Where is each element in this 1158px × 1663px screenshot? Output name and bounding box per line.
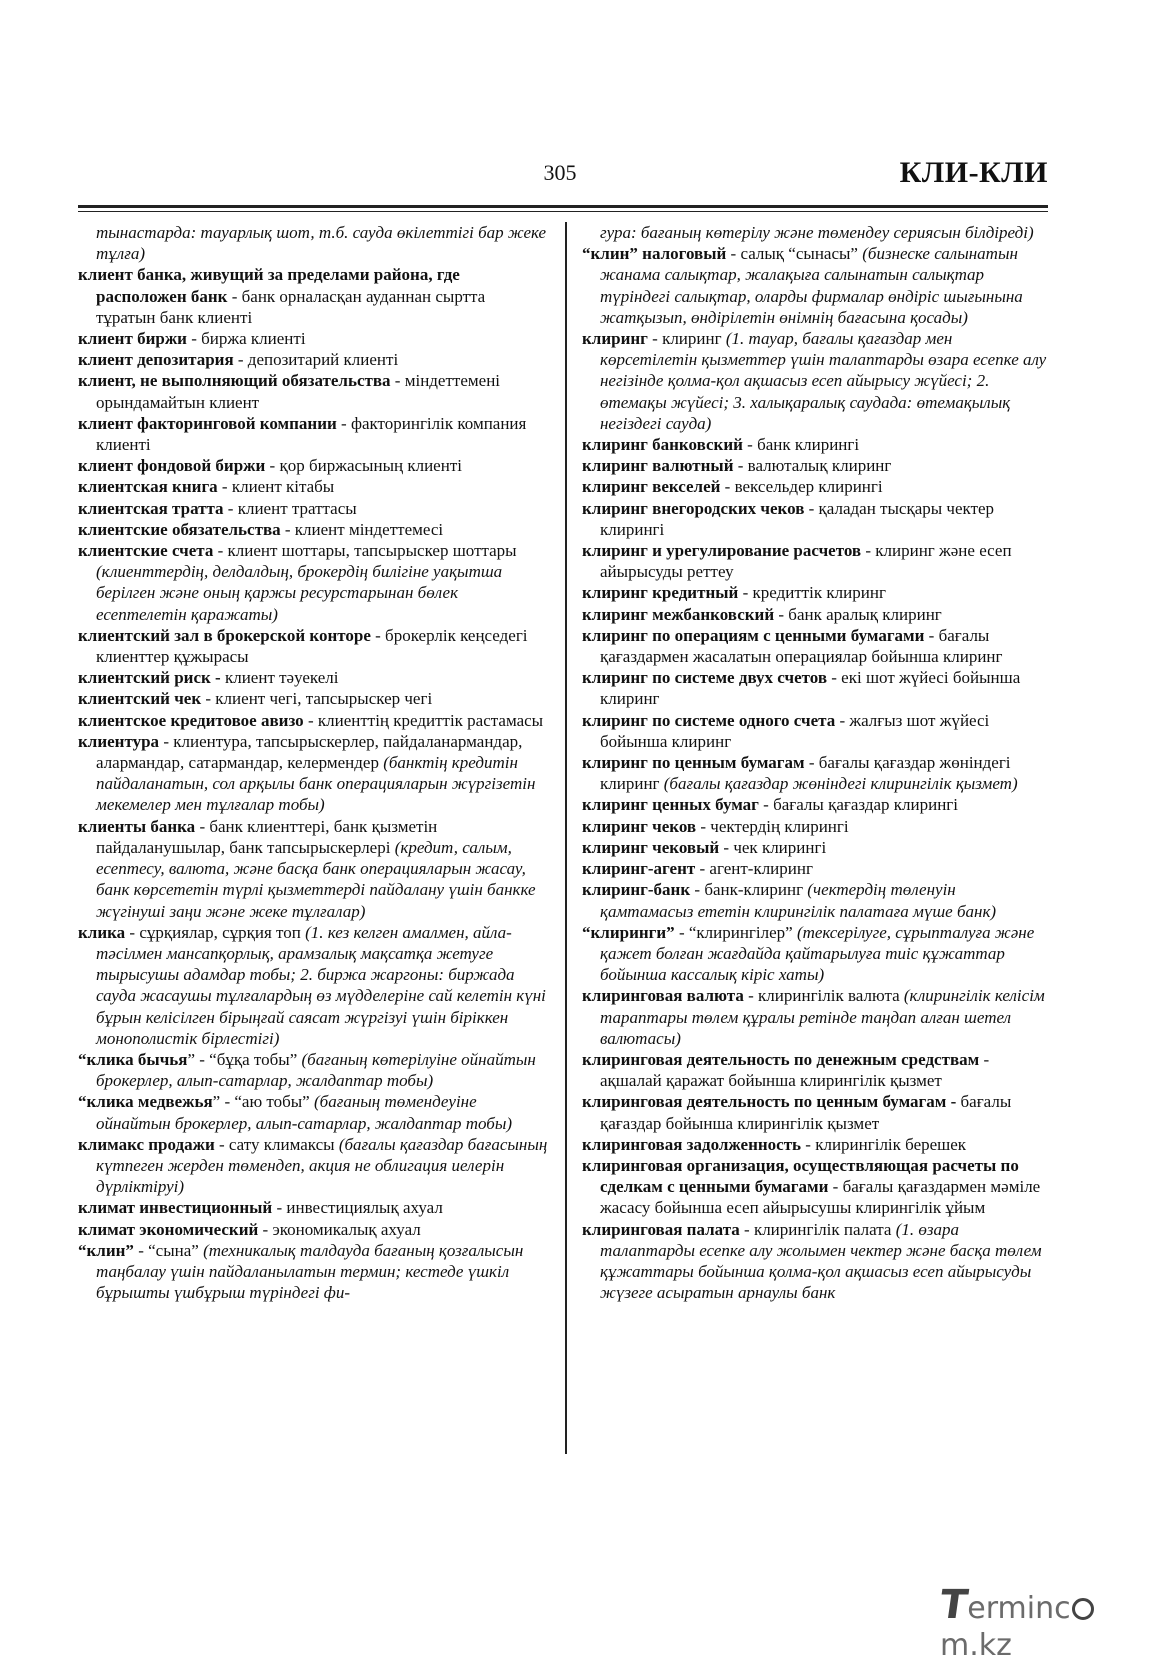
entry-headword: клиентский зал в брокерской конторе bbox=[78, 625, 371, 645]
dictionary-entry bbox=[582, 794, 1048, 815]
entry-translation: - бағалы қағаздармен жасалатын операциялар бойынша клиринг bbox=[600, 625, 1003, 667]
entry-note: (тексерілуге, сұрыпталуға және қажет болған жағдайда қайтарылуға тиіс құжаттар бойынша кассалық кіріс хаты) bbox=[600, 922, 1035, 985]
dictionary-entry bbox=[78, 1091, 548, 1133]
entry-headword: клиринг кредитный bbox=[582, 583, 739, 603]
entry-translation: - клиринг және есеп айырысуды реттеу bbox=[600, 541, 1012, 582]
dictionary-entry bbox=[78, 455, 548, 476]
dictionary-entry bbox=[582, 434, 1048, 455]
dictionary-entry bbox=[78, 498, 548, 519]
entry-headword: климат инвестиционный bbox=[78, 1198, 273, 1218]
entry-headword: клиентура bbox=[78, 731, 160, 751]
dictionary-entry bbox=[582, 498, 1048, 540]
entry-headword: “клика бычья bbox=[78, 1049, 188, 1069]
dictionary-entry bbox=[582, 710, 1048, 752]
entry-translation: - клиенттің кредиттік растамасы bbox=[303, 710, 544, 730]
entry-headword: “клин” bbox=[78, 1240, 134, 1260]
entry-translation: - “сына” bbox=[133, 1240, 204, 1260]
entry-translation: - банк клиенттері, банк қызметін пайдаланушылар, банк тапсырыскерлері bbox=[96, 816, 438, 857]
dictionary-entry bbox=[78, 1197, 548, 1218]
dictionary-entry bbox=[78, 370, 548, 412]
entry-headword: клиринговая деятельность по денежным средствам bbox=[582, 1049, 980, 1069]
dictionary-entry bbox=[582, 816, 1048, 837]
dictionary-entry bbox=[78, 349, 548, 370]
entry-note: (1. өзара талаптарды есепке алу жолымен чектер және басқа төлем құжаттары бойынша қолма-қол ақшасыз есеп айырысуды жүзеге асыратын арнаулы банк bbox=[600, 1219, 1042, 1303]
dictionary-entry bbox=[78, 264, 548, 328]
header-rule-thick bbox=[78, 205, 1048, 208]
entry-translation: - екі шот жүйесі бойынша клиринг bbox=[600, 668, 1021, 709]
entry-headword: климат экономический bbox=[78, 1219, 259, 1239]
entry-headword: “клика медвежья bbox=[78, 1092, 213, 1112]
entry-translation: - ақшалай қаражат бойынша клирингілік қызмет bbox=[600, 1049, 990, 1091]
entry-note: (бағалы қағаздар бағасының күтпеген жерден төмендеп, акция не облигация иелерін дүрліктіруі) bbox=[96, 1134, 548, 1197]
entry-translation: - бағалы қағаздар жөніндегі клиринг bbox=[600, 753, 1011, 794]
entry-headword: клиринговая палата bbox=[582, 1219, 740, 1239]
entry-headword: клиринг bbox=[582, 329, 648, 349]
dictionary-entry bbox=[78, 540, 548, 625]
entry-translation: клиент тәуекелі bbox=[220, 668, 339, 688]
dictionary-entry bbox=[582, 540, 1048, 582]
entry-translation: - клиент міндеттемесі bbox=[280, 519, 444, 539]
entry-headword: клиентское кредитовое авизо bbox=[78, 710, 304, 730]
entry-headword: клиринг по операциям с ценными бумагами bbox=[582, 625, 925, 645]
entry-translation: - жалғыз шот жүйесі бойынша клиринг bbox=[600, 710, 990, 751]
entry-note: (бағаның көтерілуіне ойнайтын брокерлер, алып-сатарлар, жалдаптар тобы) bbox=[96, 1049, 536, 1091]
entry-headword: клиент фондовой биржи bbox=[78, 456, 266, 476]
entry-headword: клиринг по ценным бумагам bbox=[582, 753, 805, 773]
entry-note: (1. кез келген амалмен, айла-тәсілмен мансапқорлық, арамзалық мақсатқа жетуге тырысушы адамдар тобы; 2. биржа жаргоны: биржада сауда жасаушы тұлғалардың өз мүдделеріне сай келетін күні бұрын келісілген бірыңғай саясат жүргізуі үшін біріккен монополистік бірлестігі) bbox=[96, 922, 546, 1048]
entry-translation: - клиринг bbox=[647, 329, 726, 349]
entry-note: (бағалы қағаздар жөніндегі клирингілік қызмет) bbox=[663, 774, 1018, 794]
entry-headword: клиент депозитария bbox=[78, 350, 234, 370]
entry-headword: клиент биржи bbox=[78, 329, 187, 349]
watermark-end: m.kz bbox=[940, 1628, 1012, 1663]
dictionary-entry bbox=[78, 1240, 548, 1304]
entry-translation: - клиентура, тапсырыскерлер, пайдаланармандар, алармандар, сатармандар, келермендер bbox=[96, 731, 523, 773]
entry-note: (чектердің төленуін қамтамасыз ететін клирингілік палатаға мүше банк) bbox=[600, 880, 997, 921]
entry-translation: - клирингілік берешек bbox=[801, 1134, 967, 1154]
entry-headword: клиринговая деятельность по ценным бумагам - bbox=[582, 1092, 957, 1112]
left-column bbox=[78, 222, 548, 1303]
dictionary-entry bbox=[582, 858, 1048, 879]
entry-headword: клиринг межбанковский bbox=[582, 604, 775, 624]
watermark-initial: T bbox=[936, 1582, 971, 1628]
entry-headword: клиент банка, живущий за пределами района, где расположен банк bbox=[78, 265, 460, 306]
dictionary-entry bbox=[78, 1134, 548, 1198]
entry-translation: - банк аралық клиринг bbox=[774, 604, 942, 624]
entry-headword: клиент, не выполняющий обязательства bbox=[78, 371, 391, 391]
header-rule-thin bbox=[78, 211, 1048, 212]
entry-headword: клиринговая задолженность bbox=[582, 1134, 802, 1154]
entry-translation: - банк клирингі bbox=[742, 435, 860, 455]
dictionary-entry bbox=[78, 688, 548, 709]
dictionary-entry bbox=[78, 476, 548, 497]
dictionary-entry bbox=[78, 519, 548, 540]
entry-translation: - міндеттемені орындамайтын клиент bbox=[96, 371, 501, 412]
entry-translation: - биржа клиенті bbox=[186, 329, 306, 349]
entry-headword: клиринг ценных бумаг bbox=[582, 795, 759, 815]
entry-translation: бағалы қағаздар бойынша клирингілік қызмет bbox=[600, 1092, 1012, 1133]
column-divider bbox=[565, 222, 567, 1454]
entry-headword: клиентская тратта bbox=[78, 498, 224, 518]
dictionary-entry bbox=[582, 604, 1048, 625]
entry-translation: - банк орналасқан ауданнан сыртта тұратын банк клиенті bbox=[96, 286, 486, 327]
entry-headword: клиринговая организация, осуществляющая расчеты по сделкам с ценными бумагами bbox=[582, 1155, 1019, 1197]
dictionary-entry bbox=[78, 710, 548, 731]
dictionary-entry bbox=[582, 1134, 1048, 1155]
entry-translation: - сату климаксы bbox=[214, 1134, 339, 1154]
entry-translation: - банк-клиринг bbox=[690, 880, 808, 900]
dictionary-entry bbox=[582, 1049, 1048, 1091]
entry-translation: - “клирингілер” bbox=[674, 922, 797, 942]
entry-translation: - клиент кітабы bbox=[217, 477, 335, 497]
entry-note: (банктің кредитін пайдаланатын, сол арқылы банк операцияларын жүргізетін мекемелер мен тұлғалар тобы) bbox=[96, 753, 536, 815]
entry-translation: - экономикалық ахуал bbox=[258, 1219, 421, 1239]
entry-translation: - чектердің клирингі bbox=[696, 816, 849, 836]
entry-translation: - клиент траттасы bbox=[223, 498, 357, 518]
page-number: 305 bbox=[543, 160, 577, 185]
entry-note: (клиенттердің, делдалдың, брокердің билігіне уақытша берілген және оның қаржы ресурстарынан бөлек есептелетін қаражаты) bbox=[96, 562, 503, 624]
dictionary-entry bbox=[78, 222, 548, 264]
dictionary-entry bbox=[78, 413, 548, 455]
entry-translation: - бағалы қағаздар клирингі bbox=[758, 795, 958, 815]
entry-note: (1. тауар, бағалы қағаздар мен көрсетілетін қызметтер үшін талаптарды өзара есепке алу негізінде қолма-қол ақшасыз есеп айырысу жүйесі; 2. өтемақы жүйесі; 3. халықаралық саудада: өтемақылық негіздегі сауда) bbox=[600, 329, 1047, 433]
entry-headword: клиринг векселей bbox=[582, 477, 721, 497]
entry-headword: клиентский чек bbox=[78, 689, 202, 709]
entry-translation: ” - “бұқа тобы” bbox=[187, 1049, 302, 1069]
entry-headword: клиентские обязательства bbox=[78, 519, 281, 539]
dictionary-entry bbox=[78, 816, 548, 922]
entry-headword: клиенты банка bbox=[78, 816, 196, 836]
dictionary-entry bbox=[582, 879, 1048, 921]
entry-note: тынастарда: тауарлық шот, т.б. сауда өкілеттігі бар жеке тұлға) bbox=[96, 223, 547, 264]
dictionary-entry bbox=[582, 222, 1048, 243]
entry-headword: клиентский риск - bbox=[78, 668, 221, 688]
dictionary-entry bbox=[582, 667, 1048, 709]
entry-headword: клиринг чековый bbox=[582, 837, 720, 857]
entry-headword: клиринг-банк bbox=[582, 880, 691, 900]
entry-headword: клиринг по системе одного счета bbox=[582, 710, 836, 730]
entry-headword: клиринг банковский bbox=[582, 435, 743, 455]
entry-headword: “клиринги” bbox=[582, 922, 675, 942]
entry-note: (кредит, салым, есептесу, валюта, және басқа банк операцияларын жасау, банк көрсететін түрлі қызметтерді пайдалану үшін банкке жүгінуші заңи және жеке тұлғалар) bbox=[96, 837, 536, 921]
watermark-middle: ermin bbox=[967, 1591, 1055, 1626]
watermark-logo bbox=[936, 1582, 1140, 1663]
dictionary-entry bbox=[582, 1155, 1048, 1219]
entry-translation: - салық “сынасы” bbox=[726, 244, 863, 264]
entry-headword: клиринг по системе двух счетов bbox=[582, 668, 828, 688]
entry-translation: - агент-клиринг bbox=[695, 859, 813, 879]
entry-translation: - сұрқиялар, сұрқия топ bbox=[125, 922, 306, 942]
watermark-c: c bbox=[1054, 1591, 1071, 1626]
entry-headword: клиринг-агент bbox=[582, 859, 696, 879]
entry-translation: - валюталық клиринг bbox=[733, 456, 892, 476]
running-head: КЛИ-КЛИ bbox=[899, 156, 1048, 189]
dictionary-entry bbox=[582, 476, 1048, 497]
dictionary-entry bbox=[582, 625, 1048, 667]
entry-headword: клиент факторинговой компании bbox=[78, 413, 337, 433]
entry-translation: ” - “аю тобы” bbox=[212, 1092, 314, 1112]
entry-note: (бизнеске салынатын жанама салықтар, жалақыға салынатын салықтар түріндегі салықтар, оларды фирмалар өндіріс шығынына жатқызып, өндірілетін өнімнің бағасына қосады) bbox=[600, 244, 1023, 327]
entry-translation: - брокерлік кеңседегі клиенттер құжырасы bbox=[96, 625, 528, 667]
entry-headword: клиринг валютный bbox=[582, 456, 734, 476]
entry-translation: - клиент чегі, тапсырыскер чегі bbox=[201, 689, 433, 709]
dictionary-entry bbox=[582, 582, 1048, 603]
entry-headword: клиринговая валюта bbox=[582, 986, 744, 1006]
entry-note: (техникалық талдауда бағаның қозғалысын таңбалау үшін пайдаланылатын термин; кестеде үшкіл бұрышты үшбұрыш түріндегі фи- bbox=[96, 1240, 524, 1303]
entry-headword: клиринг и урегулирование расчетов bbox=[582, 541, 862, 561]
entry-translation: - клирингілік валюта bbox=[743, 986, 904, 1006]
dictionary-entry bbox=[78, 625, 548, 667]
entry-headword: клиринг чеков bbox=[582, 816, 697, 836]
entry-translation: - қаладан тысқары чектер клирингі bbox=[600, 498, 995, 539]
entry-translation: - факторингілік компания клиенті bbox=[96, 413, 527, 455]
dictionary-entry bbox=[582, 455, 1048, 476]
entry-note: (бағаның төмендеуіне ойнайтын брокерлер, алып-сатарлар, жалдаптар тобы) bbox=[96, 1092, 513, 1133]
watermark-ring-icon bbox=[1072, 1598, 1094, 1620]
entry-headword: “клин” налоговый bbox=[582, 244, 727, 264]
dictionary-entry bbox=[78, 731, 548, 816]
entry-translation: - инвестициялық ахуал bbox=[272, 1198, 443, 1218]
entry-translation: - чек клирингі bbox=[719, 837, 827, 857]
entry-translation: - кредиттік клиринг bbox=[738, 583, 886, 603]
entry-translation: - бағалы қағаздармен мәміле жасасу бойынша есеп айырысушы клирингілік ұйым bbox=[600, 1177, 1041, 1218]
entry-headword: клика bbox=[78, 922, 126, 942]
entry-headword: клиринг внегородских чеков bbox=[582, 498, 805, 518]
dictionary-entry bbox=[78, 922, 548, 1049]
entry-note: (клирингілік келісім тараптары төлем құралы ретінде таңдап алған шетел валютасы) bbox=[600, 986, 1045, 1048]
dictionary-entry bbox=[78, 1049, 548, 1091]
right-column bbox=[582, 222, 1048, 1303]
dictionary-entry bbox=[582, 985, 1048, 1049]
dictionary-entry bbox=[582, 243, 1048, 328]
dictionary-entry bbox=[582, 1219, 1048, 1304]
entry-headword: клиентские счета bbox=[78, 541, 214, 561]
dictionary-entry bbox=[582, 922, 1048, 986]
entry-headword: клиентская книга bbox=[78, 477, 218, 497]
dictionary-entry bbox=[78, 667, 548, 688]
entry-translation: - клиент шоттары, тапсырыскер шоттары bbox=[213, 541, 517, 561]
entry-translation: - депозитарий клиенті bbox=[233, 350, 399, 370]
dictionary-entry bbox=[78, 1219, 548, 1240]
dictionary-entry bbox=[78, 328, 548, 349]
dictionary-entry bbox=[582, 752, 1048, 794]
dictionary-entry bbox=[582, 837, 1048, 858]
entry-translation: - клирингілік палата bbox=[739, 1219, 896, 1239]
dictionary-entry bbox=[582, 1091, 1048, 1133]
entry-note: гура: бағаның көтерілу және төмендеу сериясын білдіреді) bbox=[600, 223, 1034, 242]
dictionary-entry bbox=[582, 328, 1048, 434]
entry-headword: климакс продажи bbox=[78, 1134, 215, 1154]
entry-translation: - қор биржасының клиенті bbox=[265, 456, 462, 476]
entry-translation: - вексельдер клирингі bbox=[720, 477, 883, 497]
